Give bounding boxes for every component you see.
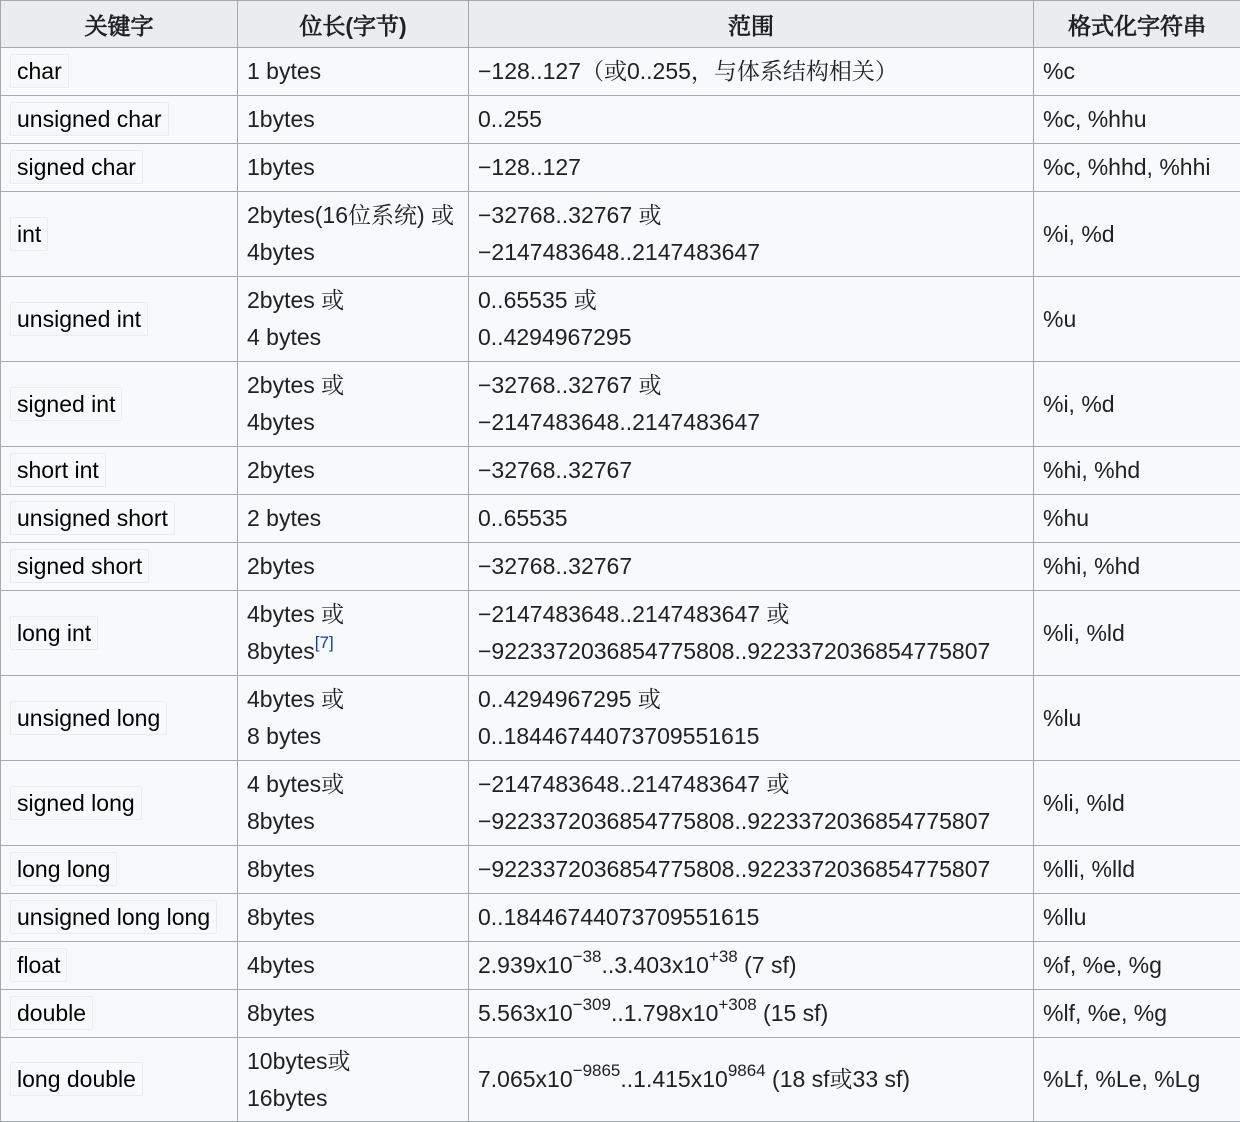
range-exponent: +308 bbox=[718, 995, 756, 1014]
keyword-cell bbox=[1, 96, 238, 144]
keyword-cell bbox=[1, 277, 238, 362]
size-line: 16bytes bbox=[247, 1080, 459, 1117]
format-cell: %lu bbox=[1034, 676, 1240, 761]
keyword-code: unsigned short bbox=[10, 501, 175, 535]
keyword-cell bbox=[1, 362, 238, 447]
keyword-code: long long bbox=[10, 852, 117, 886]
table-row bbox=[1, 676, 1240, 761]
reference-link[interactable]: [7] bbox=[315, 633, 334, 652]
keyword-cell bbox=[1, 894, 238, 942]
format-cell: %c, %hhu bbox=[1034, 96, 1240, 144]
table-row bbox=[1, 761, 1240, 846]
range-cell: −128..127（或0..255，与体系结构相关） bbox=[469, 48, 1034, 96]
range-cell bbox=[469, 1038, 1034, 1122]
range-cell bbox=[469, 591, 1034, 676]
range-cell: 0..255 bbox=[469, 96, 1034, 144]
format-cell: %llu bbox=[1034, 894, 1240, 942]
size-cell: 2bytes bbox=[238, 543, 469, 591]
range-cell bbox=[469, 192, 1034, 277]
table-row bbox=[1, 144, 1240, 192]
format-cell: %hu bbox=[1034, 495, 1240, 543]
range-line: −32768..32767 或 bbox=[478, 367, 1024, 404]
range-cell: −128..127 bbox=[469, 144, 1034, 192]
range-exponent: +38 bbox=[709, 947, 738, 966]
table-row bbox=[1, 362, 1240, 447]
keyword-code: signed long bbox=[10, 786, 142, 820]
range-cell bbox=[469, 676, 1034, 761]
header-keyword: 关键字 bbox=[1, 1, 238, 48]
range-line: −2147483648..2147483647 bbox=[478, 234, 1024, 271]
size-line: 10bytes或 bbox=[247, 1043, 459, 1080]
size-cell: 1bytes bbox=[238, 96, 469, 144]
size-cell: 1bytes bbox=[238, 144, 469, 192]
range-line: −9223372036854775808..9223372036854775807 bbox=[478, 803, 1024, 840]
size-line: 4 bytes bbox=[247, 319, 459, 356]
format-cell: %li, %ld bbox=[1034, 761, 1240, 846]
keyword-cell bbox=[1, 192, 238, 277]
range-cell bbox=[469, 761, 1034, 846]
size-cell bbox=[238, 277, 469, 362]
size-line: 4bytes bbox=[247, 404, 459, 441]
keyword-cell bbox=[1, 990, 238, 1038]
size-line bbox=[247, 633, 459, 670]
keyword-cell bbox=[1, 495, 238, 543]
size-line: 4 bytes或 bbox=[247, 766, 459, 803]
range-base: 7.065x10 bbox=[478, 1066, 573, 1092]
range-line: −2147483648..2147483647 bbox=[478, 404, 1024, 441]
table-row bbox=[1, 543, 1240, 591]
header-size: 位长(字节) bbox=[238, 1, 469, 48]
keyword-cell bbox=[1, 144, 238, 192]
size-cell bbox=[238, 676, 469, 761]
format-cell: %Lf, %Le, %Lg bbox=[1034, 1038, 1240, 1122]
size-text: 8bytes bbox=[247, 638, 315, 664]
keyword-cell bbox=[1, 48, 238, 96]
range-exponent: −38 bbox=[573, 947, 602, 966]
table-row bbox=[1, 48, 1240, 96]
range-line: −9223372036854775808..9223372036854775807 bbox=[478, 633, 1024, 670]
keyword-code: short int bbox=[10, 453, 106, 487]
range-line: 0..65535 或 bbox=[478, 282, 1024, 319]
keyword-cell bbox=[1, 846, 238, 894]
header-format: 格式化字符串 bbox=[1034, 1, 1240, 48]
keyword-cell bbox=[1, 1038, 238, 1122]
range-cell bbox=[469, 990, 1034, 1038]
format-cell: %hi, %hd bbox=[1034, 447, 1240, 495]
range-line: −32768..32767 或 bbox=[478, 197, 1024, 234]
size-cell bbox=[238, 761, 469, 846]
table-row bbox=[1, 495, 1240, 543]
range-base: 5.563x10 bbox=[478, 1000, 573, 1026]
range-line: 0..4294967295 bbox=[478, 319, 1024, 356]
size-cell: 8bytes bbox=[238, 990, 469, 1038]
size-cell bbox=[238, 192, 469, 277]
format-cell: %f, %e, %g bbox=[1034, 942, 1240, 990]
table-row bbox=[1, 846, 1240, 894]
range-precision: (7 sf) bbox=[738, 952, 797, 978]
format-cell: %lf, %e, %g bbox=[1034, 990, 1240, 1038]
size-line: 2bytes 或 bbox=[247, 282, 459, 319]
header-row bbox=[1, 1, 1240, 48]
size-line: 2bytes(16位系统) 或 bbox=[247, 197, 459, 234]
format-cell: %lli, %lld bbox=[1034, 846, 1240, 894]
range-cell bbox=[469, 362, 1034, 447]
range-mid: ..3.403x10 bbox=[601, 952, 708, 978]
format-cell: %c, %hhd, %hhi bbox=[1034, 144, 1240, 192]
size-cell bbox=[238, 591, 469, 676]
keyword-code: signed int bbox=[10, 387, 122, 421]
range-line: −2147483648..2147483647 或 bbox=[478, 766, 1024, 803]
range-cell bbox=[469, 277, 1034, 362]
range-base: 2.939x10 bbox=[478, 952, 573, 978]
size-cell: 8bytes bbox=[238, 846, 469, 894]
table-row bbox=[1, 447, 1240, 495]
keyword-cell bbox=[1, 942, 238, 990]
keyword-code: float bbox=[10, 948, 67, 982]
size-line: 2bytes 或 bbox=[247, 367, 459, 404]
keyword-code: long int bbox=[10, 616, 98, 650]
keyword-code: signed char bbox=[10, 150, 143, 184]
range-mid: ..1.415x10 bbox=[620, 1066, 727, 1092]
size-line: 8 bytes bbox=[247, 718, 459, 755]
header-range: 范围 bbox=[469, 1, 1034, 48]
keyword-code: unsigned char bbox=[10, 102, 169, 136]
range-exponent: 9864 bbox=[728, 1061, 766, 1080]
keyword-code: unsigned int bbox=[10, 302, 148, 336]
range-cell: −32768..32767 bbox=[469, 447, 1034, 495]
size-cell: 2 bytes bbox=[238, 495, 469, 543]
keyword-code: unsigned long long bbox=[10, 900, 217, 934]
keyword-cell bbox=[1, 761, 238, 846]
keyword-cell bbox=[1, 676, 238, 761]
range-exponent: −9865 bbox=[573, 1061, 621, 1080]
range-line: 0..4294967295 或 bbox=[478, 681, 1024, 718]
size-line: 4bytes 或 bbox=[247, 596, 459, 633]
range-cell: −32768..32767 bbox=[469, 543, 1034, 591]
table-row bbox=[1, 942, 1240, 990]
format-cell: %i, %d bbox=[1034, 362, 1240, 447]
format-cell: %u bbox=[1034, 277, 1240, 362]
table-row bbox=[1, 277, 1240, 362]
table-row bbox=[1, 591, 1240, 676]
size-cell: 8bytes bbox=[238, 894, 469, 942]
table-row bbox=[1, 192, 1240, 277]
range-cell: −9223372036854775808..9223372036854775807 bbox=[469, 846, 1034, 894]
format-cell: %hi, %hd bbox=[1034, 543, 1240, 591]
keyword-cell bbox=[1, 543, 238, 591]
format-cell: %i, %d bbox=[1034, 192, 1240, 277]
keyword-code: int bbox=[10, 217, 48, 251]
keyword-code: signed short bbox=[10, 549, 149, 583]
format-cell: %c bbox=[1034, 48, 1240, 96]
range-cell: 0..65535 bbox=[469, 495, 1034, 543]
keyword-cell bbox=[1, 591, 238, 676]
size-cell bbox=[238, 362, 469, 447]
table-row bbox=[1, 990, 1240, 1038]
table-row bbox=[1, 1038, 1240, 1122]
size-line: 4bytes bbox=[247, 234, 459, 271]
size-cell bbox=[238, 1038, 469, 1122]
range-line: −2147483648..2147483647 或 bbox=[478, 596, 1024, 633]
range-precision: (15 sf) bbox=[757, 1000, 829, 1026]
range-mid: ..1.798x10 bbox=[611, 1000, 718, 1026]
keyword-code: unsigned long bbox=[10, 701, 167, 735]
size-cell: 2bytes bbox=[238, 447, 469, 495]
size-cell: 4bytes bbox=[238, 942, 469, 990]
keyword-cell bbox=[1, 447, 238, 495]
range-exponent: −309 bbox=[573, 995, 611, 1014]
range-cell bbox=[469, 942, 1034, 990]
range-precision: (18 sf或33 sf) bbox=[766, 1066, 910, 1092]
table-row bbox=[1, 96, 1240, 144]
range-line: 0..18446744073709551615 bbox=[478, 718, 1024, 755]
size-line: 8bytes bbox=[247, 803, 459, 840]
keyword-code: double bbox=[10, 996, 93, 1030]
range-cell: 0..18446744073709551615 bbox=[469, 894, 1034, 942]
keyword-code: char bbox=[10, 54, 69, 88]
format-cell: %li, %ld bbox=[1034, 591, 1240, 676]
size-cell: 1 bytes bbox=[238, 48, 469, 96]
table-row bbox=[1, 894, 1240, 942]
size-line: 4bytes 或 bbox=[247, 681, 459, 718]
keyword-code: long double bbox=[10, 1062, 143, 1096]
